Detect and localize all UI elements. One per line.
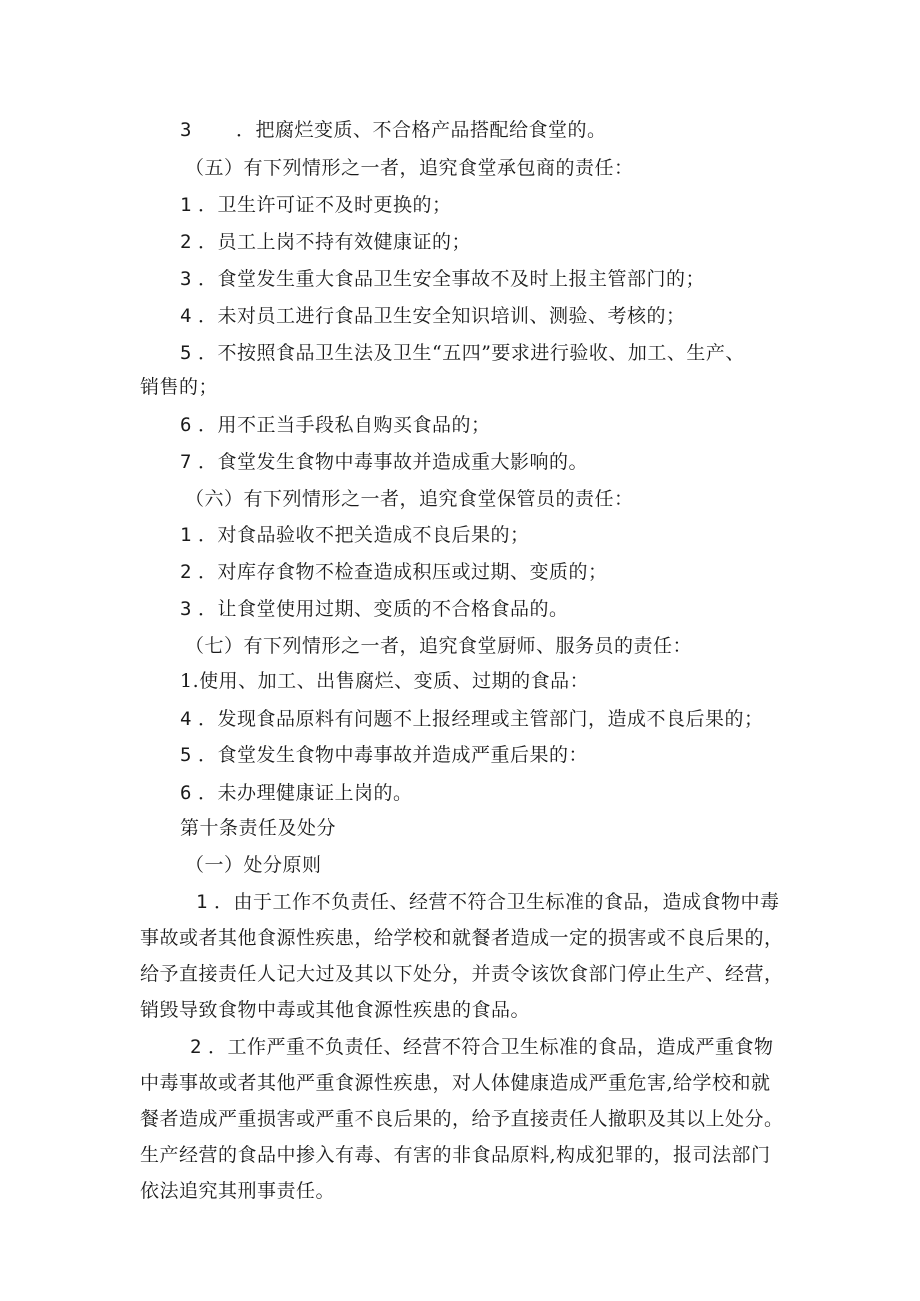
list-number: 2 [180,231,192,253]
line-text: 餐者造成严重损害或严重不良后果的，给予直接责任人撤职及其以上处分。 [140,1108,784,1130]
article-heading [180,816,336,840]
section-heading [185,156,634,180]
paragraph-line [190,1035,774,1059]
list-number: 3 [180,268,192,290]
line-text: 依法追究其刑事责任。 [140,1180,336,1202]
paragraph-line [140,926,784,950]
list-number: 4 [180,305,192,327]
line-text: （六）有下列情形之一者，追究食堂保管员的责任： [185,488,634,510]
line-text: ．不按照食品卫生法及卫生“五四”要求进行验收、加工、生产、 [198,342,745,364]
paragraph-line [196,890,780,914]
text-line [180,267,705,291]
section-heading [185,634,692,658]
text-line [180,523,530,547]
line-text: 销毁导致食物中毒或其他食源性疾患的食品。 [140,999,531,1021]
text-line [180,413,491,437]
text-line [180,230,471,254]
list-number: 7 [180,451,192,473]
list-number: 6 [180,414,192,436]
paragraph-line [140,998,530,1022]
text-line [180,781,413,805]
text-line [140,375,218,399]
list-number: 5 [180,342,192,364]
list-number: 2 [190,1036,202,1058]
text-line [180,341,745,365]
line-text: ．工作严重不负责任、经营不符合卫生标准的食品，造成严重食物 [208,1036,774,1058]
line-text: ．卫生许可证不及时更换的； [198,194,452,216]
line-text: （七）有下列情形之一者，追究食堂厨师、服务员的责任： [185,635,693,657]
text-line [180,597,569,621]
paragraph-line [140,1071,771,1095]
list-number: 4 [180,708,192,730]
list-number: 2 [180,561,192,583]
paragraph-line [140,1179,335,1203]
list-number: 3 [180,598,192,620]
text-line [180,304,686,328]
line-text: 事故或者其他食源性疾患，给学校和就餐者造成一定的损害或不良后果的， [140,927,784,949]
line-text: 给予直接责任人记大过及其以下处分，并责令该饮食部门停止生产、经营， [140,963,784,985]
line-text: ．由于工作不负责任、经营不符合卫生标准的食品，造成食物中毒 [214,891,780,913]
line-text: ．让食堂使用过期、变质的不合格食品的。 [198,598,569,620]
line-text: ．用不正当手段私自购买食品的； [198,414,491,436]
line-text: （一）处分原则 [185,854,322,876]
line-text: 销售的； [140,376,219,398]
section-heading [185,487,634,511]
line-text: ．把腐烂变质、不合格产品搭配给食堂的。 [236,119,607,141]
line-text: ．未对员工进行食品卫生安全知识培训、测验、考核的； [198,305,686,327]
line-text: ．发现食品原料有问题不上报经理或主管部门，造成不良后果的； [198,708,764,730]
list-number: 5 [180,744,192,766]
paragraph-line [140,962,784,986]
text-line [180,193,452,217]
line-text: ．对库存食物不检查造成积压或过期、变质的； [198,561,608,583]
list-number: 1 [180,524,192,546]
list-number: 6 [180,782,192,804]
line-text: ．食堂发生重大食品卫生安全事故不及时上报主管部门的； [198,268,706,290]
line-text: ．食堂发生食物中毒事故并造成严重后果的： [198,744,589,766]
section-heading [185,853,322,877]
list-number: 1 [196,891,208,913]
line-text: ．未办理健康证上岗的。 [198,782,413,804]
line-text: 生产经营的食品中掺入有毒、有害的非食品原料,构成犯罪的，报司法部门 [140,1144,771,1166]
text-line [180,560,608,584]
text-line [180,118,607,142]
text-line [180,743,588,767]
text-line [180,669,589,693]
paragraph-line [140,1107,784,1131]
line-text: （五）有下列情形之一者，追究食堂承包商的责任： [185,157,634,179]
text-line [180,707,764,731]
text-line [180,450,588,474]
list-number: 1 [180,194,192,216]
list-number: 3 [180,119,192,141]
paragraph-line [140,1143,771,1167]
line-text: 第十条责任及处分 [180,817,337,839]
line-text: ．对食品验收不把关造成不良后果的； [198,524,530,546]
line-text: 中毒事故或者其他严重食源性疾患，对人体健康造成严重危害,给学校和就 [140,1072,771,1094]
line-text: ．员工上岗不持有效健康证的； [198,231,472,253]
line-text: 1.使用、加工、出售腐烂、变质、过期的食品： [180,670,590,692]
line-text: ．食堂发生食物中毒事故并造成重大影响的。 [198,451,589,473]
